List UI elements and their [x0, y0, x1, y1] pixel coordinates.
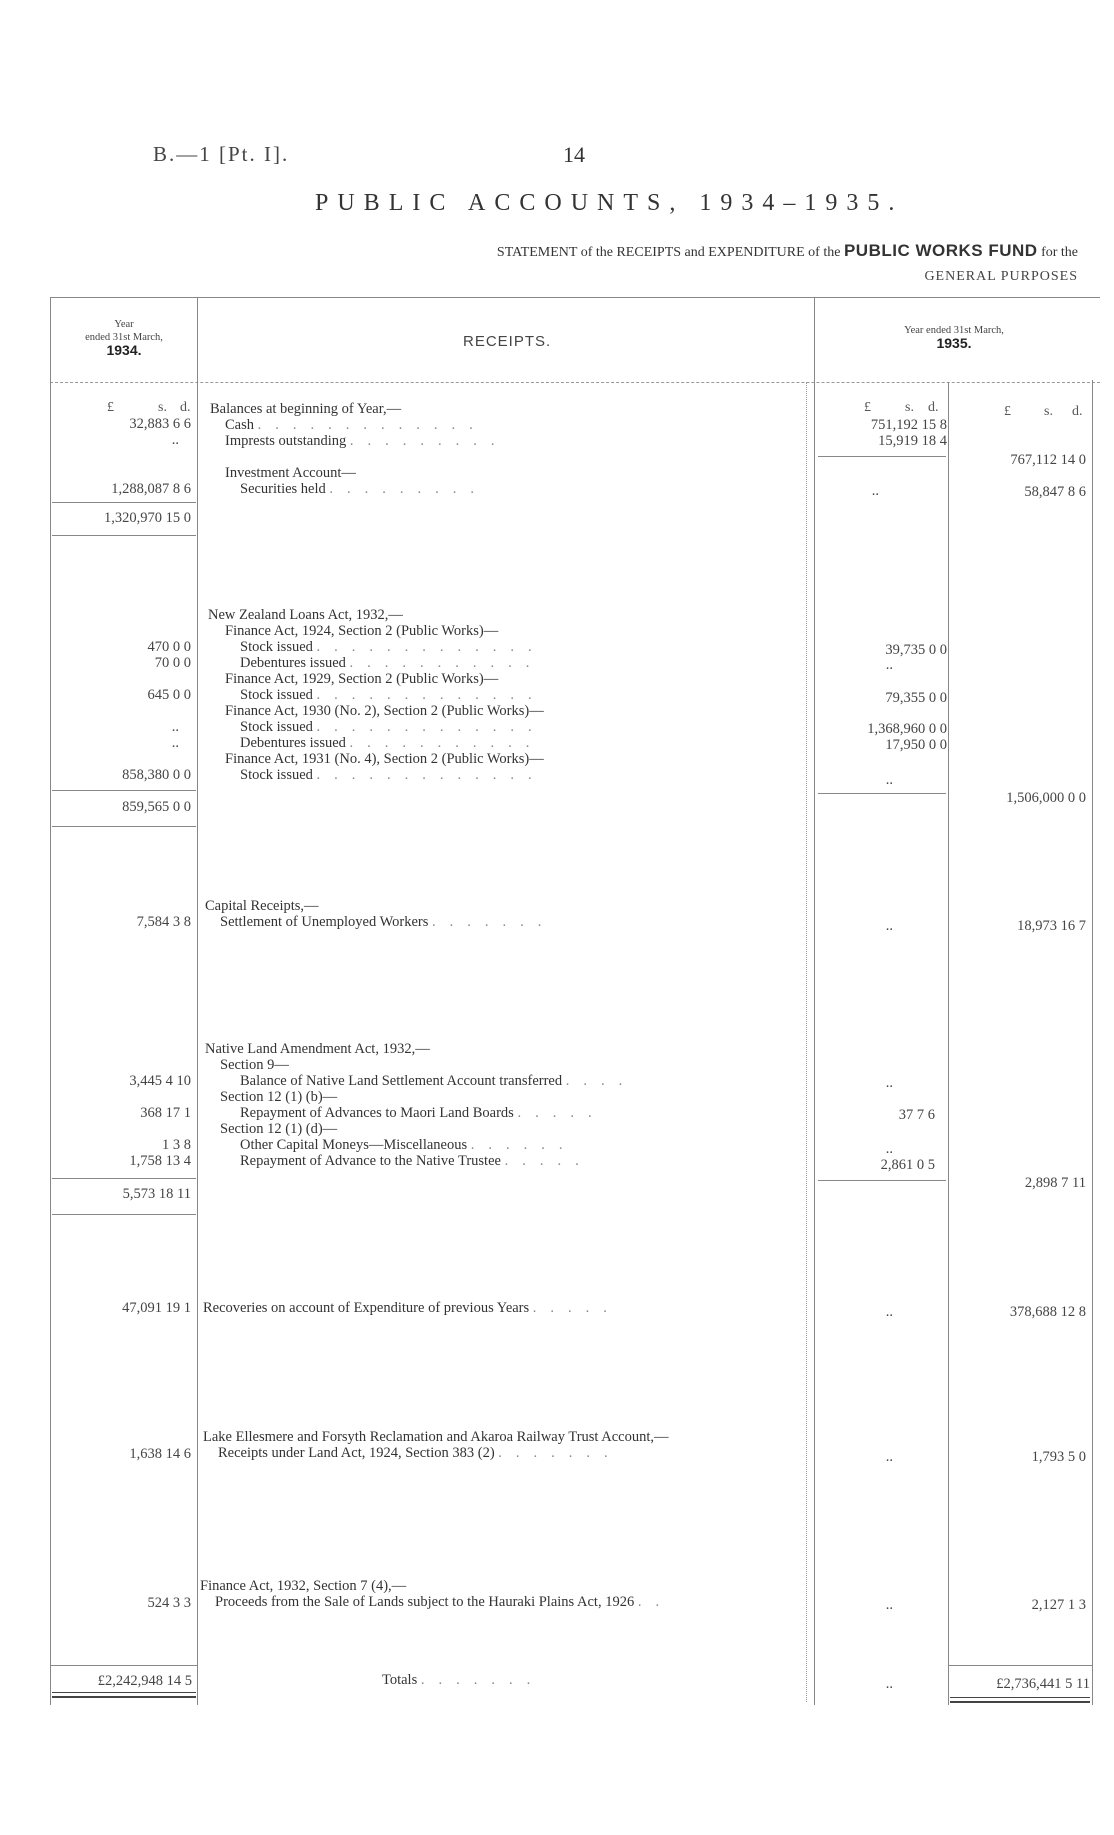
stock-1930-prev: ..	[171, 719, 179, 735]
securities-detail: ..	[871, 483, 879, 499]
column-head-1935-line1: Year ended 31st March,	[904, 325, 1004, 336]
capital-label: Settlement of Unemployed Workers .......	[220, 914, 556, 930]
stock-1930-detail: 1,368,960 0 0	[867, 721, 947, 737]
loans-prev-total-rule	[52, 826, 196, 827]
debentures-1930-label: Debentures issued ...........	[240, 735, 544, 751]
debentures-1924-label-text: Debentures issued	[240, 655, 346, 671]
native-section-12d: Section 12 (1) (d)—	[220, 1121, 338, 1137]
totals-right-double-rule	[950, 1697, 1090, 1703]
ellesmere-total: 1,793 5 0	[1031, 1449, 1086, 1465]
stock-1929-prev: 645 0 0	[147, 687, 191, 703]
native-other-prev: 1 3 8	[162, 1137, 191, 1153]
balances-subtotal: 767,112 14 0	[1010, 452, 1086, 468]
native-other-detail: ..	[885, 1141, 893, 1157]
capital-total: 18,973 16 7	[1017, 918, 1086, 934]
loans-total: 1,506,000 0 0	[1006, 790, 1086, 806]
statement-pre: STATEMENT of the RECEIPTS and EXPENDITURE of the	[496, 245, 841, 260]
recoveries-label: Recoveries on account of Expenditure of previous Years .....	[203, 1300, 621, 1316]
totals-label-text: Totals	[382, 1672, 418, 1688]
balances-prev-rule	[52, 502, 196, 503]
header-rule	[50, 382, 1100, 383]
totals-right-top-rule	[948, 1665, 1092, 1666]
balances-prev-total: 1,320,970 15 0	[104, 510, 191, 526]
capital-heading: Capital Receipts,—	[205, 898, 319, 914]
imprests-prev: ..	[171, 432, 179, 448]
imprests-label: Imprests outstanding .........	[225, 433, 509, 449]
stock-1929-detail: 79,355 0 0	[885, 690, 947, 706]
native-section-9: Section 9—	[220, 1057, 289, 1073]
column-head-1934	[52, 318, 196, 357]
native-trustee-label: Repayment of Advance to the Native Trustee .....	[240, 1153, 593, 1169]
imprests-label-text: Imprests outstanding	[225, 433, 347, 449]
debentures-1930-label-text: Debentures issued	[240, 735, 346, 751]
native-section-12b: Section 12 (1) (b)—	[220, 1089, 338, 1105]
cash-label: Cash .............	[225, 417, 487, 433]
native-detail-rule	[818, 1180, 946, 1181]
statement-subheading: GENERAL PURPOSES	[924, 269, 1078, 284]
column-head-1935	[816, 324, 1092, 350]
unit-shilling: s.	[905, 400, 914, 415]
unit-pence: d.	[180, 400, 191, 415]
left-border	[50, 297, 51, 1705]
dotted-guide	[806, 382, 807, 1702]
debentures-1930-prev: ..	[171, 735, 179, 751]
native-maori-prev: 368 17 1	[140, 1105, 191, 1121]
page-number: 14	[563, 142, 585, 167]
debentures-1930-detail: 17,950 0 0	[885, 737, 947, 753]
totals-total: £2,736,441 5 11	[996, 1676, 1090, 1692]
stock-1929-label: Stock issued .............	[240, 687, 546, 703]
hauraki-label-text: Proceeds from the Sale of Lands subject to the Hauraki Plains Act, 1926	[215, 1594, 635, 1610]
cash-label-text: Cash	[225, 417, 254, 433]
hauraki-prev: 524 3 3	[147, 1595, 191, 1611]
stock-1930-label: Stock issued .............	[240, 719, 546, 735]
native-balance-detail: ..	[885, 1075, 893, 1091]
loans-detail-rule	[818, 793, 946, 794]
recoveries-prev: 47,091 19 1	[122, 1300, 191, 1316]
investment-heading: Investment Account—	[225, 465, 356, 481]
native-maori-label: Repayment of Advances to Maori Land Boards .....	[240, 1105, 606, 1121]
securities-total: 58,847 8 6	[1024, 484, 1086, 500]
column-head-1935-year: 1935.	[936, 335, 972, 351]
native-balance-label-text: Balance of Native Land Settlement Account transferred	[240, 1073, 563, 1089]
capital-prev: 7,584 3 8	[136, 914, 191, 930]
loans-prev-total: 859,565 0 0	[122, 799, 191, 815]
cash-prev: 32,883 6 6	[129, 416, 191, 432]
securities-prev: 1,288,087 8 6	[111, 481, 191, 497]
native-trustee-label-text: Repayment of Advance to the Native Trustee	[240, 1153, 501, 1169]
native-other-label: Other Capital Moneys—Miscellaneous ......	[240, 1137, 577, 1153]
column-head-1934-year: 1934.	[106, 342, 142, 358]
statement-heading	[497, 241, 1078, 261]
native-trustee-detail: 2,861 0 5	[880, 1157, 935, 1173]
unit-shilling: s.	[158, 400, 167, 415]
native-heading: Native Land Amendment Act, 1932,—	[205, 1041, 430, 1057]
totals-prev-top-rule	[50, 1665, 198, 1666]
native-maori-label-text: Repayment of Advances to Maori Land Boards	[240, 1105, 514, 1121]
stock-1931-label-text: Stock issued	[240, 767, 313, 783]
native-other-label-text: Other Capital Moneys—Miscellaneous	[240, 1137, 468, 1153]
loans-1929-heading: Finance Act, 1929, Section 2 (Public Works)—	[225, 671, 499, 687]
capital-label-text: Settlement of Unemployed Workers	[220, 914, 429, 930]
stock-1930-label-text: Stock issued	[240, 719, 313, 735]
loans-1931-heading: Finance Act, 1931 (No. 4), Section 2 (Public Works)—	[225, 751, 544, 767]
totals-label: Totals .......	[382, 1672, 545, 1688]
native-prev-total-rule	[52, 1214, 196, 1215]
ellesmere-prev: 1,638 14 6	[129, 1446, 191, 1462]
unit-pound: £	[107, 400, 114, 415]
unit-pound: £	[1004, 404, 1011, 419]
native-balance-label: Balance of Native Land Settlement Account transferred ....	[240, 1073, 637, 1089]
totals-prev-double-rule	[52, 1692, 196, 1698]
column-head-1934-line1: Year	[114, 319, 134, 330]
ellesmere-detail: ..	[885, 1449, 893, 1465]
recoveries-label-text: Recoveries on account of Expenditure of previous Years	[203, 1300, 530, 1316]
debentures-1924-prev: 70 0 0	[154, 655, 191, 671]
debentures-1924-detail: ..	[885, 657, 893, 673]
unit-shilling: s.	[1044, 404, 1053, 419]
native-total: 2,898 7 11	[1024, 1175, 1086, 1191]
hauraki-detail: ..	[885, 1597, 893, 1613]
stock-1924-detail: 39,735 0 0	[885, 642, 947, 658]
right-border	[1092, 380, 1093, 1705]
totals-prev: £2,242,948 14 5	[97, 1673, 192, 1689]
loans-prev-rule	[52, 790, 196, 791]
divider-receipts	[814, 297, 815, 1705]
document-reference: B.—1 [Pt. I].	[153, 142, 290, 166]
securities-label-text: Securities held	[240, 481, 326, 497]
loans-1924-heading: Finance Act, 1924, Section 2 (Public Works)—	[225, 623, 499, 639]
securities-label: Securities held .........	[240, 481, 489, 497]
divider-prev-year	[197, 297, 198, 1705]
hauraki-heading: Finance Act, 1932, Section 7 (4),—	[200, 1578, 407, 1594]
balances-detail-rule	[818, 456, 946, 457]
unit-pence: d.	[928, 400, 939, 415]
column-head-receipts: RECEIPTS.	[463, 333, 552, 350]
balances-heading: Balances at beginning of Year,—	[210, 401, 402, 417]
hauraki-total: 2,127 1 3	[1031, 1597, 1086, 1613]
ellesmere-label-text: Receipts under Land Act, 1924, Section 383 (2)	[218, 1445, 495, 1461]
native-prev-total: 5,573 18 11	[122, 1186, 191, 1202]
native-prev-rule	[52, 1178, 196, 1179]
debentures-1924-label: Debentures issued ...........	[240, 655, 544, 671]
ellesmere-label: Receipts under Land Act, 1924, Section 383 (2) .......	[218, 1445, 622, 1461]
balances-prev-total-rule	[52, 535, 196, 536]
native-maori-detail: 37 7 6	[898, 1107, 935, 1123]
imprests-detail: 15,919 18 4	[878, 433, 947, 449]
recoveries-total: 378,688 12 8	[1009, 1304, 1086, 1320]
loans-1930-heading: Finance Act, 1930 (No. 2), Section 2 (Public Works)—	[225, 703, 544, 719]
stock-1924-label-text: Stock issued	[240, 639, 313, 655]
stock-1931-label: Stock issued .............	[240, 767, 546, 783]
stock-1931-prev: 858,380 0 0	[122, 767, 191, 783]
stock-1924-label: Stock issued .............	[240, 639, 546, 655]
fund-name: PUBLIC WORKS FUND	[843, 241, 1038, 260]
ellesmere-heading: Lake Ellesmere and Forsyth Reclamation and Akaroa Railway Trust Account,—	[203, 1429, 669, 1445]
divider-detail	[948, 382, 949, 1705]
stock-1931-detail: ..	[885, 772, 893, 788]
cash-detail: 751,192 15 8	[870, 417, 947, 433]
stock-1924-prev: 470 0 0	[147, 639, 191, 655]
loans-heading: New Zealand Loans Act, 1932,—	[208, 607, 403, 623]
native-balance-prev: 3,445 4 10	[129, 1073, 191, 1089]
column-head-1934-line2: ended 31st March,	[85, 332, 163, 343]
unit-pound: £	[864, 400, 871, 415]
statement-post: for the	[1041, 245, 1078, 260]
stock-1929-label-text: Stock issued	[240, 687, 313, 703]
recoveries-detail: ..	[885, 1304, 893, 1320]
hauraki-label: Proceeds from the Sale of Lands subject to the Hauraki Plains Act, 1926 ..	[215, 1594, 674, 1610]
page-title: PUBLIC ACCOUNTS, 1934–1935.	[315, 190, 904, 216]
table-top-rule	[50, 297, 1100, 298]
unit-pence: d.	[1072, 404, 1083, 419]
capital-detail: ..	[885, 918, 893, 934]
native-trustee-prev: 1,758 13 4	[129, 1153, 191, 1169]
totals-detail: ..	[885, 1676, 893, 1692]
